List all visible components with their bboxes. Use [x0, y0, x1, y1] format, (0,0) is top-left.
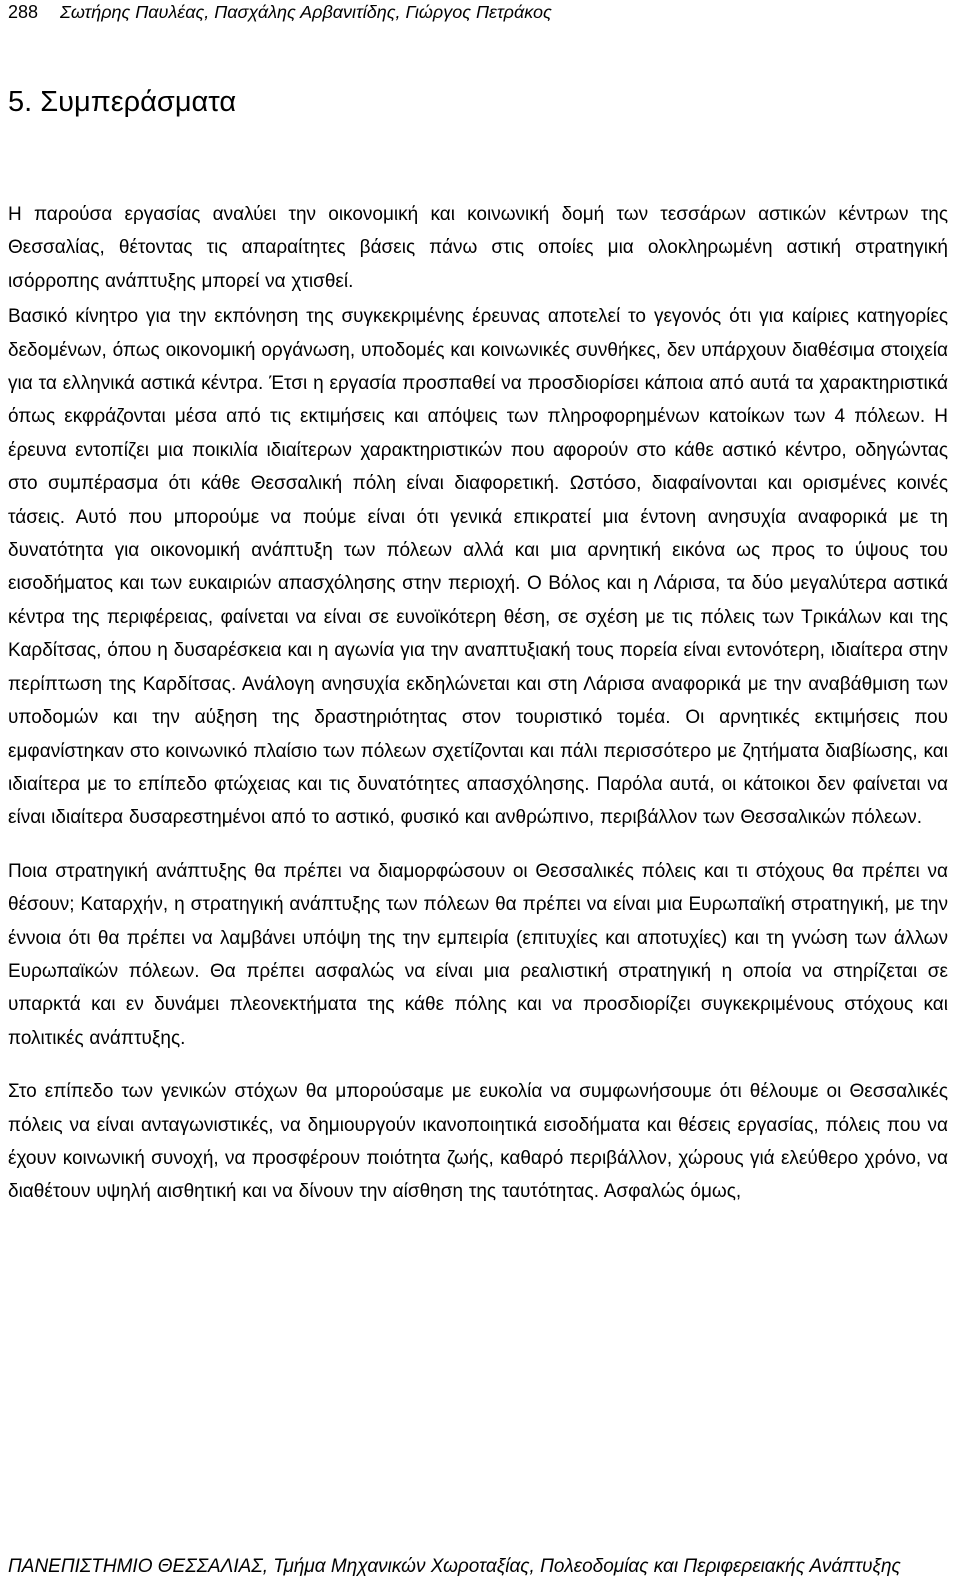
page-footer: ΠΑΝΕΠΙΣΤΗΜΙΟ ΘΕΣΣΑΛΙΑΣ, Τμήμα Μηχανικών Χωροταξίας, Πολεοδομίας και Περιφερειακής Ανάπτυξης: [8, 1556, 901, 1577]
header-authors: Σωτήρης Παυλέας, Πασχάλης Αρβανιτίδης, Γιώργος Πετράκος: [60, 2, 552, 22]
section-title: 5. Συμπεράσματα: [8, 86, 237, 118]
paragraph-goals: Στο επίπεδο των γενικών στόχων θα μπορούσαμε με ευκολία να συμφωνήσουμε ότι θέλουμε οι Θεσσαλικές πόλεις να είναι ανταγωνιστικές, να δημιουργούν ικανοποιητικά εισοδήματα και θέσεις εργασίας, πόλεις που να έχουν κοινωνική συνοχή, να προσφέρουν ποιότητα ζωής, καθαρό περιβάλλον, χώρους γιά ελεύθερο χρόνο, να διαθέτουν υψηλή αισθητική και να δίνουν την αίσθηση της ταυτότητας. Ασφαλώς όμως,: [8, 1081, 948, 1203]
paragraph-intro: Η παρούσα εργασίας αναλύει την οικονομική και κοινωνική δομή των τεσσάρων αστικών κέντρων της Θεσσαλίας, θέτοντας τις απαραίτητες βάσεις πάνω στις οποίες μια ολοκληρωμένη αστική στρατηγική ισόρροπης ανάπτυξης μπορεί να χτισθεί.: [8, 204, 948, 292]
page-number: 288: [8, 2, 39, 22]
body-text: [8, 198, 948, 1209]
paragraph-findings: Βασικό κίνητρο για την εκπόνηση της συγκεκριμένης έρευνας αποτελεί το γεγονός ότι για καίριες κατηγορίες δεδομένων, όπως οικονομική οργάνωση, υποδομές και κοινωνικές συνθήκες, δεν υπάρχουν διαθέσιμα στοιχεία για τα ελληνικά αστικά κέντρα. Έτσι η εργασία προσπαθεί να προσδιορίσει κάποια από αυτά τα χαρακτηριστικά όπως εκφράζονται μέσα από τις εκτιμήσεις και απόψεις των πληροφορημένων κατοίκων των 4 πόλεων. Η έρευνα εντοπίζει μια ποικιλία ιδιαίτερων χαρακτηριστικών που αφορούν στο κάθε αστικό κέντρο, οδηγώντας στο συμπέρασμα ότι κάθε Θεσσαλική πόλη είναι διαφορετική. Ωστόσο, διαφαίνονται και ορισμένες κοινές τάσεις. Αυτό που μπορούμε να πούμε είναι ότι γενικά επικρατεί μια έντονη ανησυχία αναφορικά με τη δυνατότητα για οικονομική ανάπτυξη των πόλεων αλλά και μια αρνητική εικόνα ως προς το ύψους του εισοδήματος και των ευκαιριών απασχόλησης στην περιοχή. Ο Βόλος και η Λάρισα, τα δύο μεγαλύτερα αστικά κέντρα της περιφέρειας, φαίνεται να είναι σε ευνοϊκότερη θέση, σε σχέση με τις πόλεις των Τρικάλων και της Καρδίτσας, όπου η δυσαρέσκεια και η αγωνία για την αναπτυξιακή τους πορεία είναι εντονότερη, ιδιαίτερα στην περίπτωση της Καρδίτσας. Ανάλογη ανησυχία εκδηλώνεται και στη Λάρισα αναφορικά με την αναβάθμιση των υποδομών και την αύξηση της δραστηριότητας στον τουριστικό τομέα. Οι αρνητικές εκτιμήσεις που εμφανίστηκαν στο κοινωνικό πλαίσιο των πόλεων σχετίζονται και πάλι περισσότερο με ζητήματα διαβίωσης, και ιδιαίτερα με το επίπεδο φτώχειας και τις δυνατότητες απασχόλησης. Παρόλα αυτά, οι κάτοικοι δεν φαίνεται να είναι ιδιαίτερα δυσαρεστημένοι από το αστικό, φυσικό και ανθρώπινο, περιβάλλον των Θεσσαλικών πόλεων.: [8, 306, 948, 829]
paragraph-strategy: Ποια στρατηγική ανάπτυξης θα πρέπει να διαμορφώσουν οι Θεσσαλικές πόλεις και τι στόχους θα πρέπει να θέσουν; Καταρχήν, η στρατηγική ανάπτυξης των πόλεων θα πρέπει να είναι μια Ευρωπαϊκή στρατηγική, με την έννοια ότι θα πρέπει να λαμβάνει υπόψη της την εμπειρία (επιτυχίες και αποτυχίες) και τη γνώση των άλλων Ευρωπαϊκών πόλεων. Θα πρέπει ασφαλώς να είναι μια ρεαλιστική στρατηγική η οποία να στηρίζεται σε υπαρκτά και εν δυνάμει πλεονεκτήματα της κάθε πόλης και να προσδιορίζει συγκεκριμένους στόχους και πολιτικές ανάπτυξης.: [8, 860, 948, 1049]
running-header: [8, 2, 552, 23]
